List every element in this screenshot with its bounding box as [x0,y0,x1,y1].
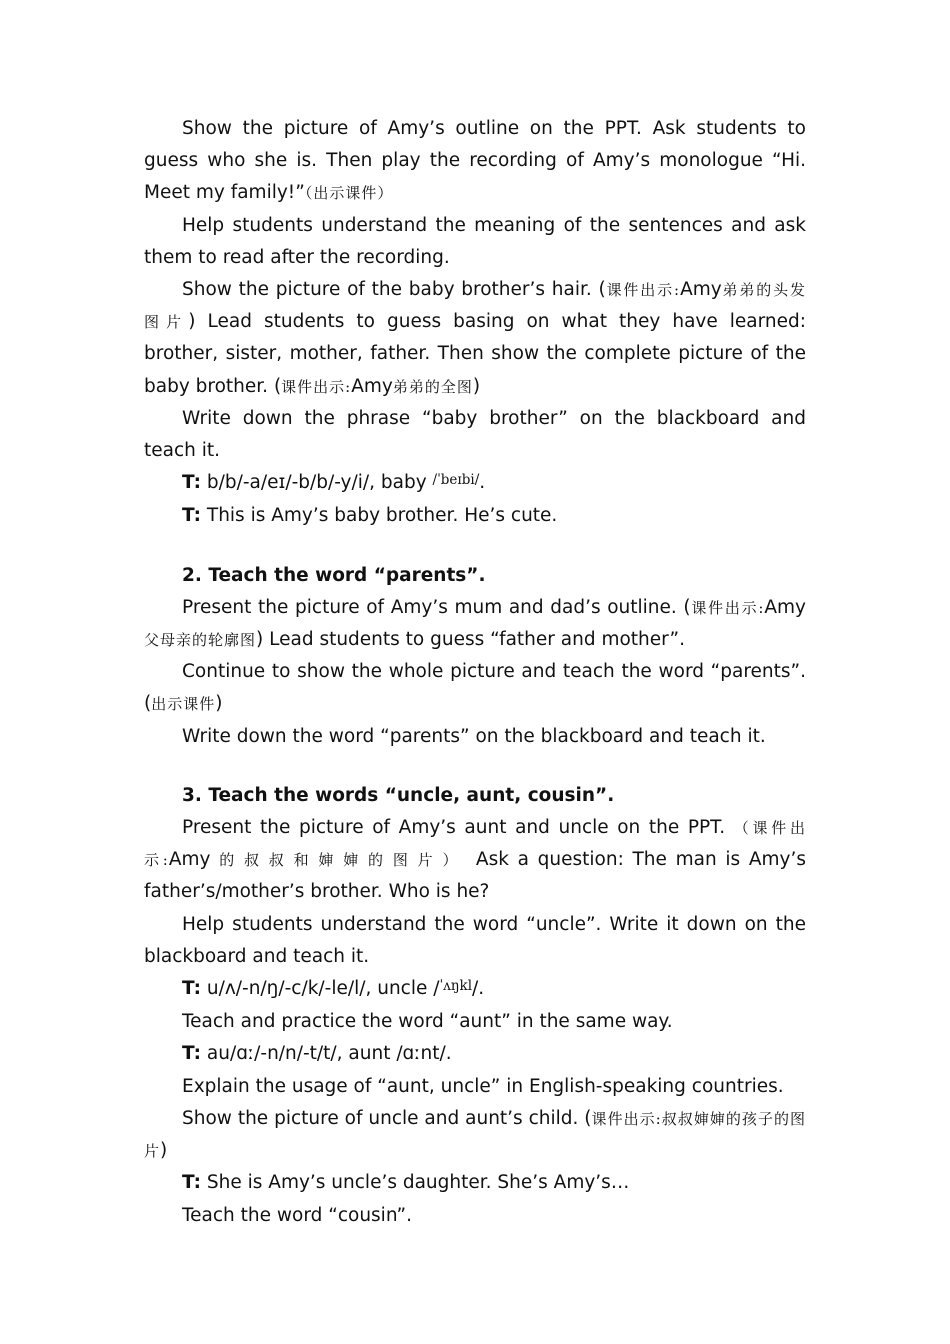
section-heading-uncle-aunt-cousin: 3. Teach the words “uncle, aunt, cousin”. [182,784,615,806]
paragraph-usage: Explain the usage of “aunt, uncle” in English-speaking countries. [182,1075,784,1097]
paragraph-baby-brother-hair: Show the picture of the baby brother’s hair. (课件出示:Amy弟弟的头发图片) Lead students to guess basing on what they have learned: brother, sister, mother, father. Then show the complete picture of the baby brother. (课件出示:Amy弟弟的全图) [144,279,806,397]
section-gap [144,753,806,780]
teacher-line-daughter: T: She is Amy’s uncle’s daughter. She’s Amy’s… [182,1172,630,1194]
section-gap [144,533,806,560]
paragraph-meaning: Help students understand the meaning of the sentences and ask them to read after the recording. [144,214,806,268]
section-heading-parents: 2. Teach the word “parents”. [182,564,486,586]
paragraph-aunt-uncle-picture: Present the picture of Amy’s aunt and uncle on the PPT. （课件出示:Amy 的叔叔和婶婶的图片） Ask a question: The man is Amy’s father’s/mother’s brother. Who is he? [144,817,806,903]
teacher-line-uncle: T: u/ʌ/-n/ŋ/-c/k/-le/l/, uncle /$^{ˈʌŋkl}$/. [182,978,485,1000]
paragraph-teach-aunt: Teach and practice the word “aunt” in the same way. [182,1011,673,1033]
teacher-line-baby: T: b/b/-a/eɪ/-b/b/-y/i/, baby $^{/ˈbeɪbi/}$. [182,472,486,494]
paragraph-uncle-meaning: Help students understand the word “uncle”. Write it down on the blackboard and teach it. [144,913,806,967]
teacher-line-aunt: T: au/ɑː/-n/n/-t/t/, aunt /ɑːnt/. [182,1043,452,1065]
paragraph-parents-whole: Continue to show the whole picture and teach the word “parents”. (出示课件) [144,661,806,715]
paragraph-child-picture: Show the picture of uncle and aunt’s child. (课件出示:叔叔婶婶的孩子的图片) [144,1107,806,1162]
paragraph-write-baby-brother: Write down the phrase “baby brother” on the blackboard and teach it. [144,407,806,462]
paragraph-write-parents: Write down the word “parents” on the blackboard and teach it. [182,725,766,747]
teacher-line-cute: T: This is Amy’s baby brother. He’s cute. [182,505,558,527]
document-page [144,113,806,1232]
paragraph-amy-outline: Show the picture of Amy’s outline on the PPT. Ask students to guess who she is. Then play the recording of Amy’s monologue “Hi. Meet my family!”（出示课件） [144,118,806,204]
paragraph-parents-outline: Present the picture of Amy’s mum and dad’s outline. (课件出示:Amy父母亲的轮廓图) Lead students to guess “father and mother”. [144,596,806,651]
paragraph-teach-cousin: Teach the word “cousin”. [182,1204,413,1226]
